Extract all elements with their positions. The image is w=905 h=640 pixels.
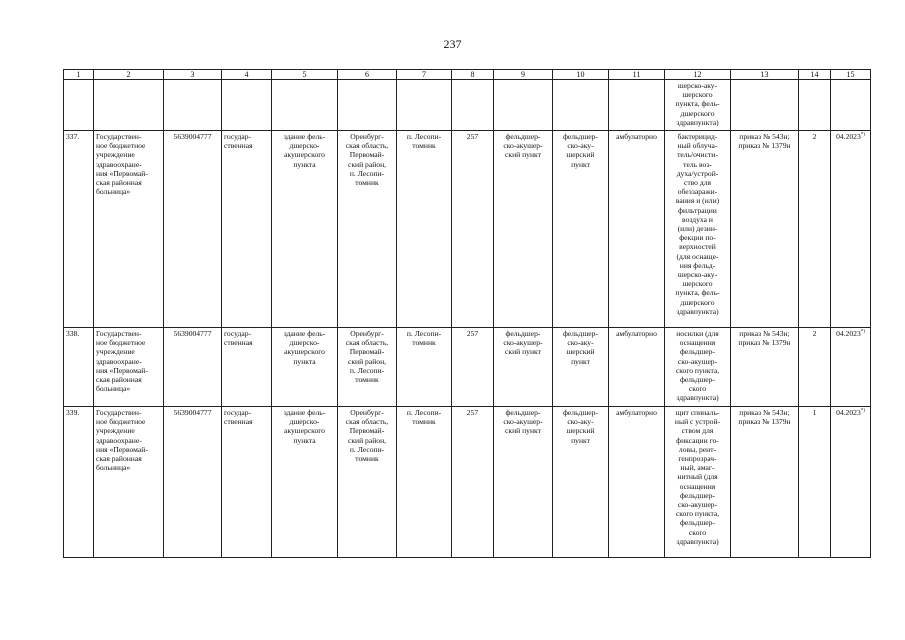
column-header: 8	[452, 70, 494, 80]
column-header: 7	[397, 70, 452, 80]
type1-cell: фельдшер- ско-акушер- ский пункт	[494, 407, 553, 558]
locality-cell: п. Лесопи- томник	[397, 407, 452, 558]
region-cell: Оренбург- ская область, Первомай- ский район, п. Лесопи- томник	[338, 131, 397, 328]
building-cell: здание фель- дшерско- акушерского пункта	[272, 131, 338, 328]
page-number: 237	[443, 37, 462, 51]
care-cell: амбулаторно	[609, 328, 665, 407]
org-cell: Государствен- ное бюджетное учреждение здравоохране- ния «Первомай- ская районная больница»	[94, 131, 164, 328]
equipment-cell: бактерицид- ный облуча- тель/очисти- тель воз- духа/устрой- ство для обеззаражи- вания и (или) фильтрации воздуха и (или) дезин- фекции по- верхностей (для оснаще- ния фельд- шерско-аку- шерского пункта, фель- дшерского здравпункта)	[665, 131, 731, 328]
qty-cell: 1	[799, 407, 831, 558]
column-header: 14	[799, 70, 831, 80]
region-cell: Оренбург- ская область, Первомай- ский район, п. Лесопи- томник	[338, 328, 397, 407]
date-cell: 04.2023*)	[831, 407, 871, 558]
column-header: 2	[94, 70, 164, 80]
continuation-row	[64, 80, 871, 131]
inn-cell: 5639004777	[164, 407, 222, 558]
population-cell: 257	[452, 131, 494, 328]
column-header: 9	[494, 70, 553, 80]
care-cell: амбулаторно	[609, 407, 665, 558]
ownership-cell: государ- ственная	[222, 131, 272, 328]
type2-cell: фельдшер- ско-аку- шерский пункт	[553, 131, 609, 328]
column-header: 12	[665, 70, 731, 80]
ownership-cell: государ- ственная	[222, 407, 272, 558]
inn-cell: 5639004777	[164, 131, 222, 328]
table-row	[64, 131, 871, 328]
column-header: 3	[164, 70, 222, 80]
registry-table	[63, 69, 871, 558]
equipment-cell: носилки (для оснащения фельдшер- ско-акушер- ского пункта, фельдшер- ского здравпункта)	[665, 328, 731, 407]
population-cell: 257	[452, 328, 494, 407]
org-cell: Государствен- ное бюджетное учреждение здравоохране- ния «Первомай- ская районная больница»	[94, 407, 164, 558]
type2-cell: фельдшер- ско-аку- шерский пункт	[553, 328, 609, 407]
orders-cell: приказ № 543н; приказ № 1379н	[731, 407, 799, 558]
locality-cell: п. Лесопи- томник	[397, 328, 452, 407]
column-header: 11	[609, 70, 665, 80]
column-header: 15	[831, 70, 871, 80]
column-header: 6	[338, 70, 397, 80]
date-cell: 04.2023*)	[831, 131, 871, 328]
type1-cell: фельдшер- ско-акушер- ский пункт	[494, 131, 553, 328]
orders-cell: приказ № 543н; приказ № 1379н	[731, 328, 799, 407]
building-cell: здание фель- дшерско- акушерского пункта	[272, 328, 338, 407]
population-cell: 257	[452, 407, 494, 558]
date-cell: 04.2023*)	[831, 328, 871, 407]
row-number: 337.	[64, 131, 94, 328]
inn-cell: 5639004777	[164, 328, 222, 407]
row-number: 339.	[64, 407, 94, 558]
header-row	[64, 70, 871, 80]
column-header: 4	[222, 70, 272, 80]
row-number: 338.	[64, 328, 94, 407]
region-cell: Оренбург- ская область, Первомай- ский район, п. Лесопи- томник	[338, 407, 397, 558]
ownership-cell: государ- ственная	[222, 328, 272, 407]
orders-cell: приказ № 543н; приказ № 1379н	[731, 131, 799, 328]
org-cell: Государствен- ное бюджетное учреждение здравоохране- ния «Первомай- ская районная больница»	[94, 328, 164, 407]
equipment-cell: щит спиналь- ный с устрой- ством для фиксации го- ловы, рент- генпрозрач- ный, амаг- нитный (для оснащения фельдшер- ско-акушер- ского пункта, фельдшер- ского здравпункта)	[665, 407, 731, 558]
locality-cell: п. Лесопи- томник	[397, 131, 452, 328]
column-header: 1	[64, 70, 94, 80]
equipment-cell: шерско-аку- шерского пункта, фель- дшерского здравпункта)	[665, 80, 731, 131]
qty-cell: 2	[799, 131, 831, 328]
care-cell: амбулаторно	[609, 131, 665, 328]
qty-cell: 2	[799, 328, 831, 407]
building-cell: здание фель- дшерско- акушерского пункта	[272, 407, 338, 558]
type1-cell: фельдшер- ско-акушер- ский пункт	[494, 328, 553, 407]
column-header: 13	[731, 70, 799, 80]
column-header: 10	[553, 70, 609, 80]
type2-cell: фельдшер- ско-аку- шерский пункт	[553, 407, 609, 558]
table-row	[64, 328, 871, 407]
column-header: 5	[272, 70, 338, 80]
table-row	[64, 407, 871, 558]
